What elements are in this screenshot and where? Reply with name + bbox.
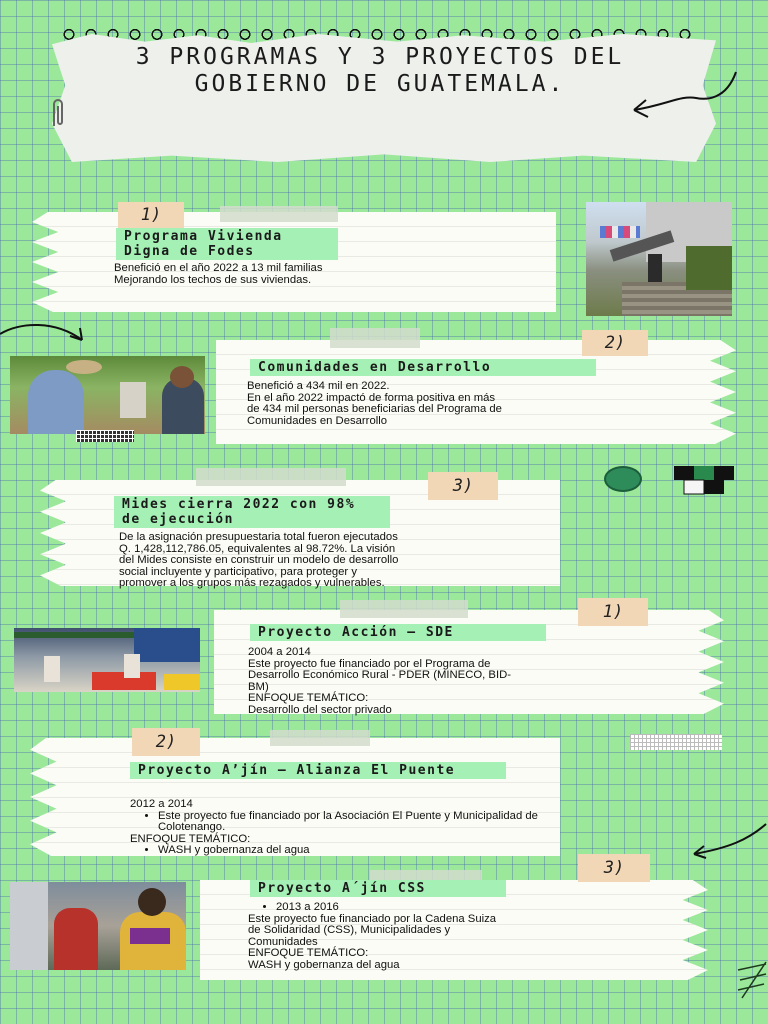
project-heading-2: Proyecto A’jín – Alianza El Puente: [130, 762, 506, 779]
arrow-icon: [688, 820, 768, 860]
photo-stairs: [586, 202, 732, 316]
grid-sticker: [630, 734, 722, 750]
project-text-1: 2004 a 2014 Este proyecto fue financiado por el Programa de Desarrollo Económico Rural - PDER (MINECO, BID- BM) ENFOQUE TEMÁTICO: Desarrollo del sector privado: [248, 646, 512, 716]
page-title: 3 PROGRAMAS Y 3 PROYECTOS DEL GOBIERNO DE GUATEMALA.: [135, 44, 625, 97]
number-tag: 1): [578, 598, 648, 626]
photo-community: [10, 356, 205, 434]
project-heading-1: Proyecto Acción – SDE: [250, 624, 546, 641]
curved-arrow-icon: [626, 70, 746, 130]
scribble-icon: [736, 960, 768, 1000]
program-heading-1: Programa Vivienda Digna de Fodes: [116, 228, 338, 260]
project-text-2: 2012 a 2014 • Este proyecto fue financiado por la Asociación El Puente y Municipalidad de Colotenango. ENFOQUE TEMÁTICO: • WASH y gobernanza del agua: [130, 799, 560, 857]
project-heading-3: Proyecto A´jín CSS: [250, 880, 506, 897]
photo-children: [10, 882, 186, 970]
program-heading-3: Mides cierra 2022 con 98% de ejecución: [114, 496, 390, 528]
number-tag: 3): [428, 472, 498, 500]
program-text-1: Benefició en el año 2022 a 13 mil familias Mejorando los techos de sus viviendas.: [114, 262, 323, 286]
number-tag: 2): [132, 728, 200, 756]
program-text-2: Benefició a 434 mil en 2022. En el año 2022 impactó de forma positiva en más de 434 mil personas beneficiarias del Programa de Comunidades en Desarrollo: [247, 380, 502, 427]
tape-strip: [340, 600, 468, 618]
puzzle-icon: [672, 464, 740, 498]
program-text-3: De la asignación presupuestaria total fueron ejecutados Q. 1,428,112,786.05, equivalentes al 98.72%. La visión del Mides consiste en construir un modelo de desarrollo social incluyente y participativo, para proteger y promover a los grupos más rezagados y vulnerables.: [119, 531, 399, 590]
photo-workshop: [14, 628, 200, 692]
number-tag: 3): [578, 854, 650, 882]
tape-strip: [196, 468, 346, 486]
paperclip-icon: [50, 96, 66, 130]
tape-strip: [330, 328, 420, 348]
grid-sticker: [76, 430, 134, 442]
button-sticker-icon: [604, 466, 642, 492]
tape-strip: [220, 206, 338, 222]
number-tag: 1): [118, 202, 184, 228]
tape-strip: [270, 730, 370, 746]
arrow-icon: [0, 318, 100, 352]
project-text-3: • 2013 a 2016 Este proyecto fue financiado por la Cadena Suiza de Solidaridad (CSS), Municipalidades y Comunidades ENFOQUE TEMÁTICO: WASH y gobernanza del agua: [248, 902, 688, 972]
number-tag: 2): [582, 330, 648, 356]
program-heading-2: Comunidades en Desarrollo: [250, 359, 596, 376]
